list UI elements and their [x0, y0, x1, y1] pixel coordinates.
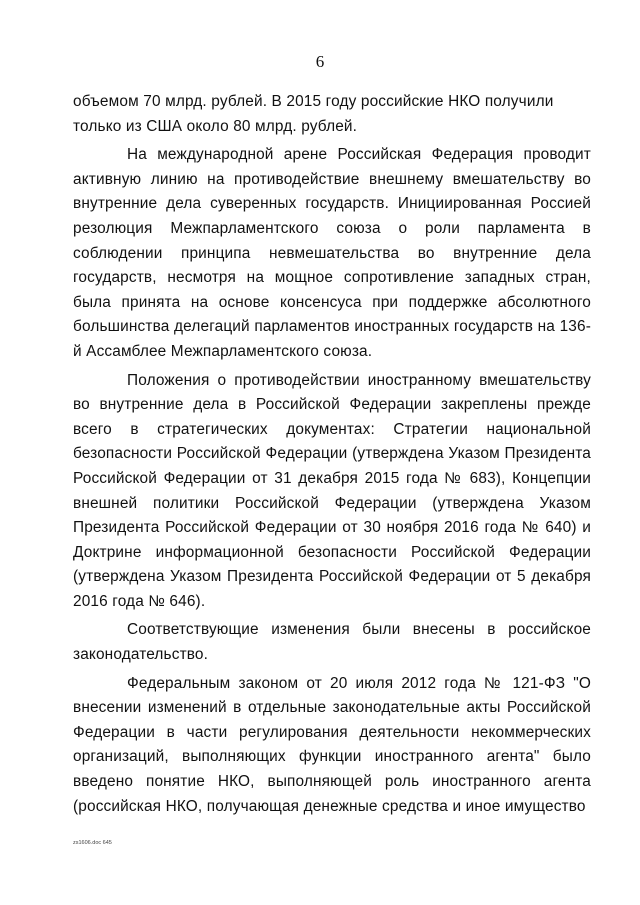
- body-text: [73, 90, 591, 823]
- paragraph-federal-law: Федеральным законом от 20 июля 2012 года № 121-ФЗ "О внесении изменений в отдельные законодательные акты Российской Федерации в части регулирования деятельности некоммерческих организаций, выполняющих функции иностранного агента" было введено понятие НКО, выполняющей роль иностранного агента (российская НКО, получающая денежные средства и иное имущество: [73, 674, 591, 815]
- paragraph-international-arena: На международной арене Российская Федерация проводит активную линию на противодействие внешнему вмешательству во внутренние дела суверенных государств. Инициированная Россией резолюция Межпарламентского союза о роли парламента в соблюдении принципа невмешательства во внутренние дела государств, несмотря на мощное сопротивление западных стран, была принята на основе консенсуса при поддержке абсолютного большинства делегаций парламентов иностранных государств на 136-й Ассамблее Межпарламентского союза.: [73, 146, 591, 360]
- paragraph-strategic-documents: Положения о противодействии иностранному вмешательству во внутренние дела в Российской Федерации закреплены прежде всего в стратегических документах: Стратегии национальной безопасности Российской Федерации (утверждена Указом Президента Российской Федерации от 31 декабря 2015 года № 683), Концепции внешней политики Российской Федерации (утверждена Указом Президента Российской Федерации от 30 ноября 2016 года № 640) и Доктрине информационной безопасности Российской Федерации (утверждена Указом Президента Российской Федерации от 5 декабря 2016 года № 646).: [73, 371, 591, 610]
- page-number: 6: [315, 52, 325, 71]
- footer-file-code: zs1606.doc 645: [73, 840, 112, 846]
- paragraph-continuation: объемом 70 млрд. рублей. В 2015 году российские НКО получили только из США около 80 млрд. рублей.: [73, 93, 554, 135]
- paragraph-legislation-changes: Соответствующие изменения были внесены в российское законодательство.: [73, 621, 591, 664]
